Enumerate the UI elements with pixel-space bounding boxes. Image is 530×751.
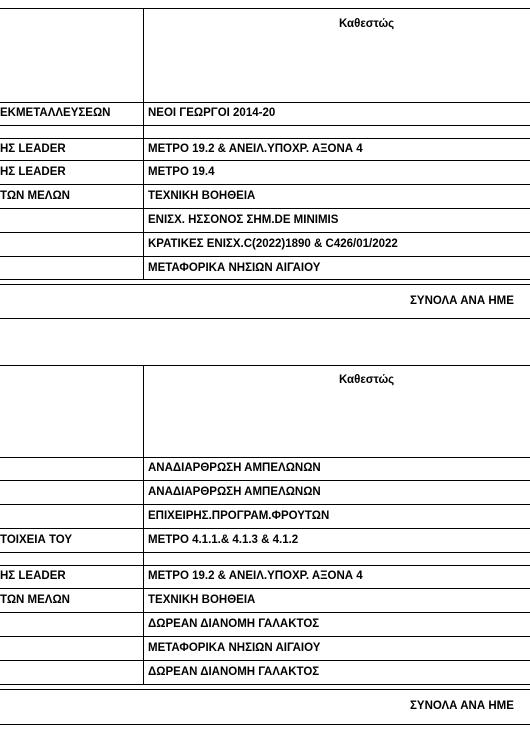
total-top-border xyxy=(0,689,530,690)
section1-row-left: ΤΩΝ ΜΕΛΩΝ xyxy=(0,190,70,202)
section2-row-right: ΜΕΤΡΟ 19.2 & ΑΝΕΙΛ.ΥΠΟΧΡ. ΑΞΟΝΑ 4 xyxy=(148,570,363,582)
section2-totals-label: ΣΥΝΟΛΑ ΑΝΑ ΗΜΕ xyxy=(410,700,514,712)
row-divider xyxy=(0,232,530,233)
section1-row-left: ΗΣ LEADER xyxy=(0,143,66,155)
section1-row-right: ΕΝΙΣΧ. ΗΣΣΟΝΟΣ ΣΗΜ.DE MINIMIS xyxy=(148,214,339,226)
row-divider xyxy=(0,612,530,613)
row-divider xyxy=(0,504,530,505)
section1-row-right: ΜΕΤΑΦΟΡΙΚΑ ΝΗΣΙΩΝ ΑΙΓΑΙΟΥ xyxy=(148,262,321,274)
row-divider xyxy=(0,660,530,661)
row-divider xyxy=(0,528,530,529)
section2-row-right: ΑΝΑΔΙΑΡΘΡΩΣΗ ΑΜΠΕΛΩΝΩΝ xyxy=(148,462,321,474)
row-divider xyxy=(0,256,530,257)
section2-row-left: ΤΩΝ ΜΕΛΩΝ xyxy=(0,594,70,606)
section1-header-bottom-border xyxy=(0,102,530,103)
row-divider xyxy=(0,279,530,280)
section2-row-left: ΤΟΙΧΕΙΑ ΤΟΥ xyxy=(0,534,73,546)
section1-row-right: ΤΕΧΝΙΚΗ ΒΟΗΘΕΙΑ xyxy=(148,190,256,202)
section2-header-bottom-border xyxy=(0,457,530,458)
section2-row-right: ΔΩΡΕΑΝ ΔΙΑΝΟΜΗ ΓΑΛΑΚΤΟΣ xyxy=(148,618,320,630)
row-divider xyxy=(0,552,530,553)
section1-row-right: ΚΡΑΤΙΚΕΣ ΕΝΙΣΧ.C(2022)1890 & C426/01/2022 xyxy=(148,238,398,250)
section2-row-right: ΤΕΧΝΙΚΗ ΒΟΗΘΕΙΑ xyxy=(148,594,256,606)
row-divider xyxy=(0,480,530,481)
section2-header-kathestos: Καθεστώς xyxy=(339,374,395,386)
row-divider xyxy=(0,636,530,637)
row-divider xyxy=(0,160,530,161)
section2-row-right: ΑΝΑΔΙΑΡΘΡΩΣΗ ΑΜΠΕΛΩΝΩΝ xyxy=(148,486,321,498)
section2-row-right: ΜΕΤΡΟ 4.1.1.& 4.1.3 & 4.1.2 xyxy=(148,534,299,546)
section2-column-divider xyxy=(143,365,144,685)
section1-totals-label: ΣΥΝΟΛΑ ΑΝΑ ΗΜΕ xyxy=(410,295,514,307)
section1-row-right: ΜΕΤΡΟ 19.4 xyxy=(148,166,215,178)
section2-row-right: ΜΕΤΑΦΟΡΙΚΑ ΝΗΣΙΩΝ ΑΙΓΑΙΟΥ xyxy=(148,642,321,654)
total-bottom-border xyxy=(0,318,530,319)
section2-row-right: ΔΩΡΕΑΝ ΔΙΑΝΟΜΗ ΓΑΛΑΚΤΟΣ xyxy=(148,666,320,678)
row-divider xyxy=(0,138,530,139)
section1-top-border xyxy=(0,8,530,9)
total-top-border xyxy=(0,284,530,285)
row-divider xyxy=(0,184,530,185)
section2-row-right: ΕΠΙΧΕΙΡΗΣ.ΠΡΟΓΡΑΜ.ΦΡΟΥΤΩΝ xyxy=(148,510,330,522)
total-bottom-border xyxy=(0,724,530,725)
section1-header-kathestos: Καθεστώς xyxy=(339,18,395,30)
section1-row-right: ΜΕΤΡΟ 19.2 & ΑΝΕΙΛ.ΥΠΟΧΡ. ΑΞΟΝΑ 4 xyxy=(148,143,363,155)
row-divider xyxy=(0,565,530,566)
section1-row-left: ΕΚΜΕΤΑΛΛΕΥΣΕΩΝ xyxy=(0,107,111,119)
section1-row-right: ΝΕΟΙ ΓΕΩΡΓΟΙ 2014-20 xyxy=(148,107,276,119)
section2-row-left: ΗΣ LEADER xyxy=(0,570,66,582)
section2-top-border xyxy=(0,365,530,366)
section1-row-left: ΗΣ LEADER xyxy=(0,166,66,178)
row-divider xyxy=(0,588,530,589)
section1-column-divider xyxy=(143,8,144,279)
row-divider xyxy=(0,125,530,126)
row-divider xyxy=(0,208,530,209)
row-divider xyxy=(0,684,530,685)
